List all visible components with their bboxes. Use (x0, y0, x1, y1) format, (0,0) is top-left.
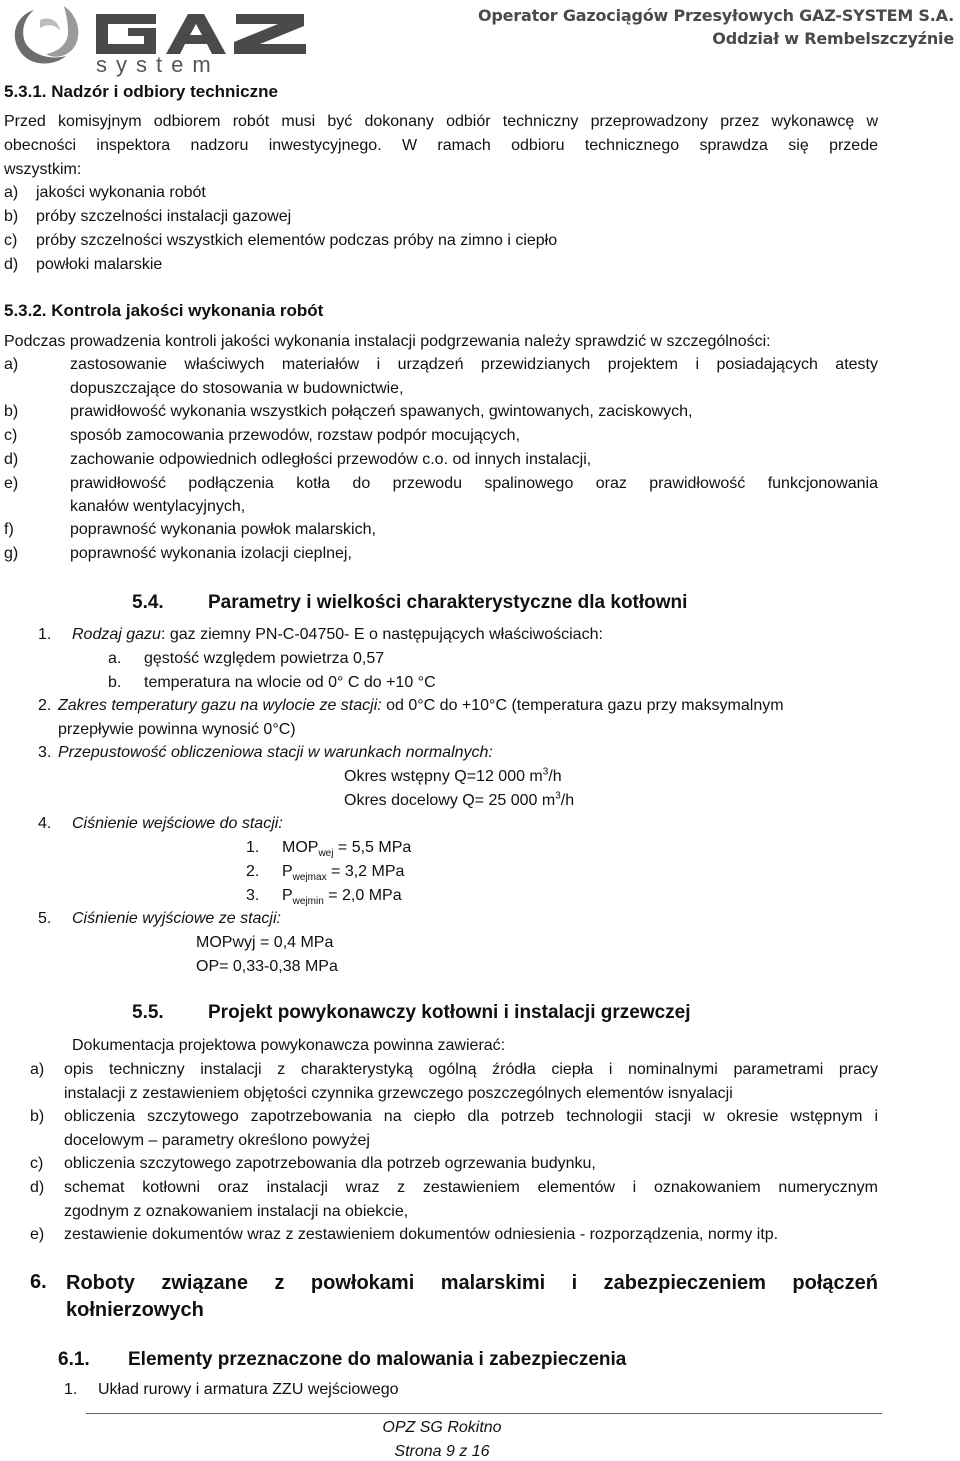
list-marker: a) (4, 356, 19, 373)
section-title-5-5: Projekt powykonawczy kotłowni i instalacji grzewczej (208, 1002, 691, 1023)
list-item: obliczenia szczytowego zapotrzebowania dla potrzeb ogrzewania budynku, (64, 1155, 596, 1172)
section-heading-5-3-2: 5.3.2. Kontrola jakości wykonania robót (4, 301, 324, 320)
section-number-5-4: 5.4. (132, 592, 164, 613)
list-item-cont: docelowym – parametry określono powyżej (64, 1132, 370, 1149)
list-item-cont: dopuszczające do stosowania w budownictwie, (70, 380, 404, 397)
list-item: sposób zamocowania przewodów, rozstaw podpór mocujących, (70, 427, 521, 444)
list-marker: b) (30, 1108, 45, 1125)
page-number: Strona 9 z 16 (394, 1443, 490, 1460)
chapter-number-6: 6. (30, 1271, 47, 1293)
sub-marker: a. (108, 650, 122, 667)
gaz-system-logo (4, 0, 334, 78)
logo-wordmark: system (96, 52, 220, 77)
section-heading-5-3-1: 5.3.1. Nadzór i odbiory techniczne (4, 82, 278, 101)
paragraph-line: Podczas prowadzenia kontroli jakości wykonania instalacji podgrzewania należy sprawdzić w szczególności: (4, 333, 771, 350)
list-item: prawidłowość wykonania wszystkich połączeń spawanych, gwintowanych, zaciskowych, (70, 403, 693, 420)
paragraph-line: wszystkim: (4, 161, 82, 178)
list-item-cont: zgodnym z oznakowaniem instalacji na obiekcie, (64, 1203, 409, 1220)
param-text: od 0°C do +10°C (temperatura gazu przy maksymalnym (381, 697, 784, 714)
flow-target: Okres docelowy Q= 25 000 m (344, 792, 556, 809)
unit-end: /h (560, 792, 575, 809)
list-marker: g) (4, 545, 19, 562)
list-item: powłoki malarskie (36, 256, 163, 273)
item-number: 5. (38, 910, 52, 927)
list-item: poprawność wykonania powłok malarskich, (70, 521, 376, 538)
param-cont: przepływie powinna wynosić 0°C) (58, 721, 296, 738)
list-marker: 1. (64, 1381, 78, 1398)
list-item: poprawność wykonania izolacji cieplnej, (70, 545, 352, 562)
list-marker: a) (4, 184, 19, 201)
list-marker: d) (30, 1179, 45, 1196)
pressure-symbol: P (282, 887, 293, 904)
chapter-title-6: Roboty związane z powłokami malarskimi i zabezpieczeniem połączeń (66, 1272, 878, 1294)
list-item: zestawienie dokumentów wraz z zestawieniem dokumentów odniesienia - rozporządzenia, normy itp. (64, 1226, 779, 1243)
list-marker: c) (4, 232, 18, 249)
footer-doc: OPZ SG Rokitno (382, 1419, 502, 1436)
list-marker: f) (4, 521, 14, 538)
list-item: schemat kotłowni oraz instalacji wraz z zestawieniem elementów i oznakowaniem numerycznym (64, 1179, 878, 1196)
pressure-value: = 3,2 MPa (326, 863, 405, 880)
item-number: 1. (38, 626, 52, 643)
header-company: Operator Gazociągów Przesyłowych GAZ-SYSTEM S.A. (477, 6, 954, 25)
outlet-mop: MOPwyj = 0,4 MPa (196, 934, 334, 951)
list-item: obliczenia szczytowego zapotrzebowania na ciepło dla potrzeb technologii stacji w okresie wstępnym i (64, 1108, 878, 1125)
param-sub: gęstość względem powietrza 0,57 (144, 650, 385, 667)
paragraph-line: Dokumentacja projektowa powykonawcza powinna zawierać: (72, 1037, 506, 1054)
pressure-value: = 2,0 MPa (323, 887, 402, 904)
list-item: jakości wykonania robót (36, 184, 206, 201)
section-title-6-1: Elementy przeznaczone do malowania i zabezpieczenia (128, 1349, 627, 1370)
list-marker: c) (4, 427, 18, 444)
list-item: próby szczelności wszystkich elementów podczas próby na zimno i ciepło (36, 232, 558, 249)
section-number-6-1: 6.1. (58, 1349, 90, 1370)
list-marker: e) (30, 1226, 45, 1243)
section-number-5-5: 5.5. (132, 1002, 164, 1023)
section-title-5-4: Parametry i wielkości charakterystyczne dla kotłowni (208, 592, 688, 613)
list-item-cont: instalacji z zestawieniem objętości czynnika grzewczego poszczególnych elementów isnyalacji (64, 1085, 733, 1102)
pressure-symbol: P (282, 863, 293, 880)
param-sub: temperatura na wlocie od 0° C do +10 °C (144, 674, 436, 691)
list-marker: d) (4, 256, 19, 273)
chapter-title-6-cont: kołnierzowych (66, 1299, 204, 1321)
param-label: Przepustowość obliczeniowa stacji w warunkach normalnych: (58, 744, 493, 761)
list-item: zastosowanie właściwych materiałów i urządzeń przewidzianych projektem i posiadających atesty (70, 356, 878, 373)
header-branch: Oddział w Rembelszczyźnie (712, 29, 954, 48)
list-marker: e) (4, 475, 19, 492)
pressure-sub: wejmin (292, 896, 324, 908)
footer-rule (86, 1413, 882, 1414)
list-item-cont: kanałów wentylacyjnych, (70, 498, 246, 515)
item-number: 2. (38, 697, 52, 714)
list-item: prawidłowość podłączenia kotła do przewodu spalinowego oraz prawidłowość funkcjonowania (70, 475, 878, 492)
param-text: : gaz ziemny PN-C-04750- E o następujących właściwościach: (160, 626, 603, 643)
paragraph-line: obecności inspektora nadzoru inwestycyjnego. W ramach odbioru technicznego sprawdza się przede (4, 137, 878, 154)
item-number: 4. (38, 815, 52, 832)
param-label: Zakres temperatury gazu na wylocie ze stacji: (58, 697, 382, 714)
list-marker: c) (30, 1155, 44, 1172)
paragraph-line: Przed komisyjnym odbiorem robót musi być dokonany odbiór techniczny przeprowadzony przez wykonawcę w (4, 113, 878, 130)
list-item: opis techniczny instalacji z charakterystyką ogólną źródła ciepła i nominalnymi parametrami pracy (64, 1061, 878, 1078)
item-number: 3. (38, 744, 52, 761)
sub-marker: b. (108, 674, 122, 691)
flow-initial: Okres wstępny Q=12 000 m (344, 768, 543, 785)
sub-marker: 1. (246, 839, 260, 856)
list-marker: b) (4, 403, 19, 420)
outlet-op: OP= 0,33-0,38 MPa (196, 958, 338, 975)
list-marker: d) (4, 451, 19, 468)
param-label: Ciśnienie wejściowe do stacji: (72, 815, 283, 832)
pressure-sub: wej (318, 848, 334, 860)
unit-sup: 3 (542, 766, 549, 778)
list-marker: a) (30, 1061, 45, 1078)
param-label: Ciśnienie wyjściowe ze stacji: (72, 910, 281, 927)
list-item: próby szczelności instalacji gazowej (36, 208, 292, 225)
sub-marker: 3. (246, 887, 260, 904)
param-label: Rodzaj gazu (72, 626, 161, 643)
pressure-value: = 5,5 MPa (333, 839, 412, 856)
list-marker: b) (4, 208, 19, 225)
list-item: zachowanie odpowiednich odległości przewodów c.o. od innych instalacji, (70, 451, 592, 468)
pressure-sub: wejmax (292, 872, 327, 884)
list-item: Układ rurowy i armatura ZZU wejściowego (98, 1381, 399, 1398)
pressure-symbol: MOP (282, 839, 319, 856)
sub-marker: 2. (246, 863, 260, 880)
unit-sup: 3 (555, 790, 561, 802)
unit-end: /h (548, 768, 562, 785)
